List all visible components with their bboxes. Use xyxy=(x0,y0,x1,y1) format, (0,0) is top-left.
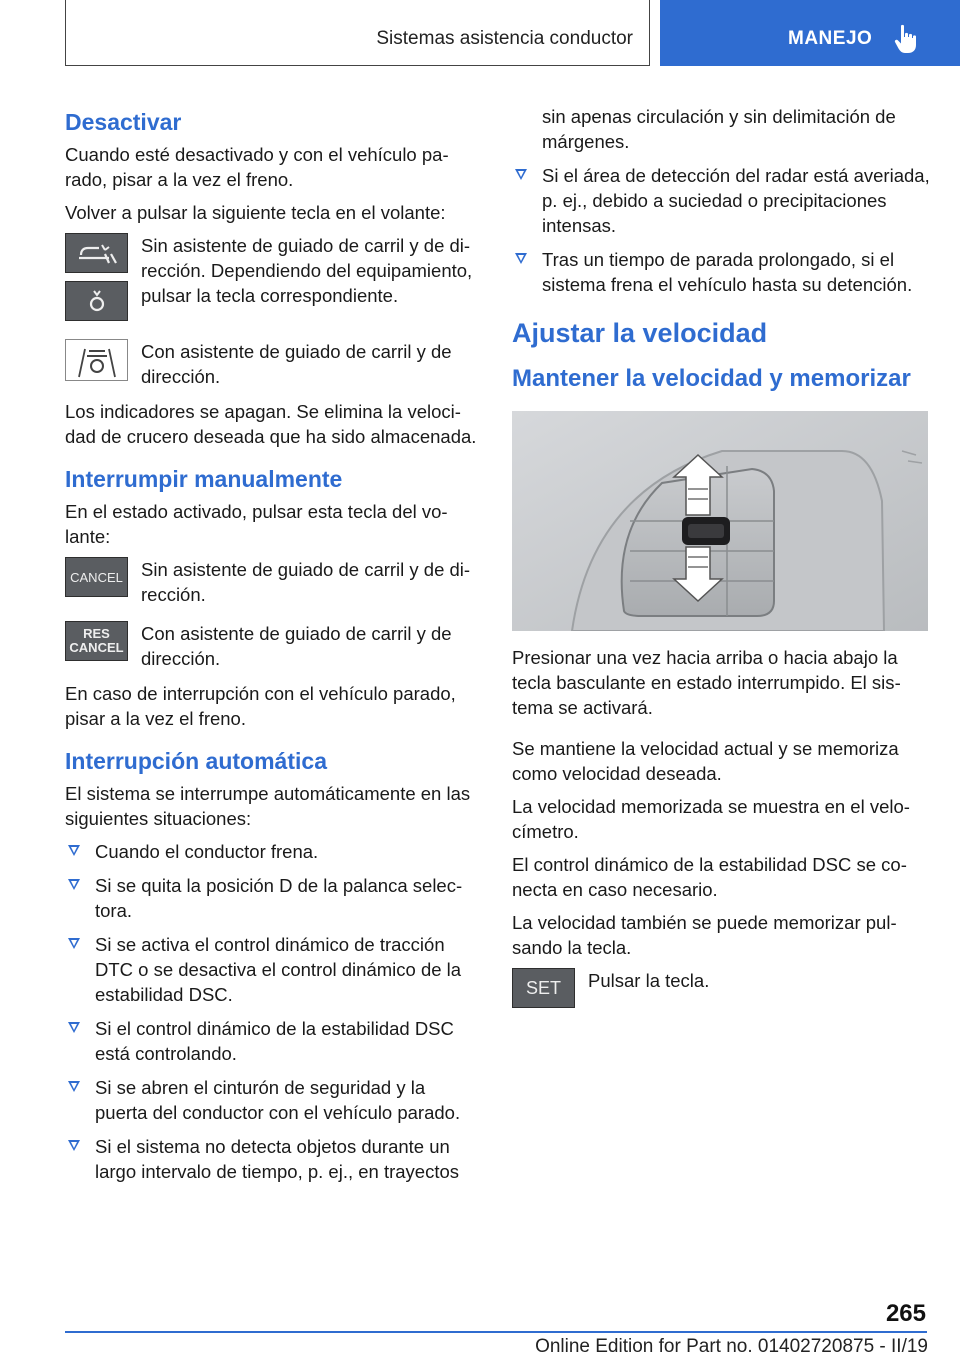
triangle-bullet-icon xyxy=(68,879,80,890)
cancel-label: CANCEL xyxy=(69,640,124,655)
key-description: Sin asistente de guiado de carril y de dirección. Dependiendo del equipamiento, pulsar la tecla correspondiente. xyxy=(141,235,473,306)
paragraph: El control dinámico de la estabilidad DSC se conecta en caso necesario. xyxy=(512,854,907,900)
triangle-bullet-icon xyxy=(68,938,80,949)
hand-pointer-icon xyxy=(894,24,920,54)
section-title: Sistemas asistencia conductor xyxy=(376,28,633,49)
list-item: Si el sistema no detecta objetos durante un largo intervalo de tiempo, p. ej., en trayectos xyxy=(65,1134,477,1184)
triangle-bullet-icon xyxy=(68,1081,80,1092)
list-item: Si el control dinámico de la estabilidad DSC está controlando. xyxy=(65,1016,477,1066)
key-description: Sin asistente de guiado de carril y de dirección. xyxy=(141,559,471,605)
page-number: 265 xyxy=(885,1300,926,1327)
heading-desactivar: Desactivar xyxy=(65,109,182,135)
section-header-box xyxy=(65,0,650,66)
heading-interrupcion-automatica: Interrupción automática xyxy=(65,748,327,774)
paragraph: Volver a pulsar la siguiente tecla en el volante: xyxy=(65,202,446,223)
key-instruction xyxy=(65,621,477,671)
heading-interrumpir: Interrumpir manualmente xyxy=(65,466,343,492)
list-item: Si el área de detección del radar está averiada, p. ej., debido a suciedad o precipitaciones intensas. xyxy=(512,163,930,238)
left-column xyxy=(65,100,477,1193)
key-instruction xyxy=(65,557,477,607)
paragraph: Los indicadores se apagan. Se elimina la velocidad de crucero deseada que ha sido almacenada. xyxy=(65,401,477,447)
res-cancel-key xyxy=(65,621,128,661)
steering-assist-key-icon xyxy=(65,281,128,321)
set-key: SET xyxy=(512,968,575,1008)
heading-mantener-velocidad: Mantener la velocidad y memorizar xyxy=(512,365,911,392)
driving-assistant-key-icon xyxy=(65,339,128,381)
list-item: Cuando el conductor frena. xyxy=(65,839,477,864)
key-instruction xyxy=(65,233,477,329)
paragraph: Presionar una vez hacia arriba o hacia abajo la tecla basculante en estado interrumpido. El sistema se activará. xyxy=(512,647,901,718)
cancel-key: CANCEL xyxy=(65,557,128,597)
list-item: Si se abren el cinturón de seguridad y la puerta del conductor con el vehículo parado. xyxy=(65,1075,477,1125)
key-description: Con asistente de guiado de carril y de dirección. xyxy=(141,623,452,669)
paragraph: El sistema se interrumpe automáticamente en las siguientes situaciones: xyxy=(65,783,471,829)
chapter-tab[interactable] xyxy=(660,0,960,66)
heading-ajustar-velocidad: Ajustar la velocidad xyxy=(512,318,768,348)
triangle-bullet-icon xyxy=(68,845,80,856)
triangle-bullet-icon xyxy=(68,1022,80,1033)
key-description: Con asistente de guiado de carril y de dirección. xyxy=(141,341,452,387)
edition-note: Online Edition for Part no. 01402720875 - II/19 xyxy=(535,1336,928,1357)
paragraph: La velocidad también se puede memorizar pulsando la tecla. xyxy=(512,912,897,958)
lane-assist-key-icon xyxy=(65,233,128,273)
list-item: Tras un tiempo de parada prolongado, si el sistema frena el vehículo hasta su detención. xyxy=(512,247,930,297)
paragraph: Se mantiene la velocidad actual y se memoriza como velocidad deseada. xyxy=(512,738,899,784)
right-column xyxy=(512,104,930,1026)
footer-divider xyxy=(65,1331,927,1333)
key-instruction xyxy=(65,339,477,389)
chapter-tab-label: MANEJO xyxy=(788,28,873,49)
triangle-bullet-icon xyxy=(68,1140,80,1151)
paragraph: Cuando esté desactivado y con el vehículo parado, pisar a la vez el freno. xyxy=(65,144,449,190)
paragraph: En caso de interrupción con el vehículo parado, pisar a la vez el freno. xyxy=(65,683,456,729)
page-header xyxy=(0,0,960,66)
list-item-continuation: sin apenas circulación y sin delimitación de márgenes. xyxy=(542,106,896,152)
situations-list xyxy=(65,839,477,1184)
paragraph: La velocidad memorizada se muestra en el velocímetro. xyxy=(512,796,910,842)
triangle-bullet-icon xyxy=(515,253,527,264)
list-item: Si se quita la posición D de la palanca selectora. xyxy=(65,873,477,923)
res-label: RES xyxy=(83,626,110,641)
paragraph: En el estado activado, pulsar esta tecla del volante: xyxy=(65,501,448,547)
list-item: Si se activa el control dinámico de tracción DTC o se desactiva el control dinámico de la estabilidad DSC. xyxy=(65,932,477,1007)
triangle-bullet-icon xyxy=(515,169,527,180)
steering-wheel-buttons-figure xyxy=(512,411,928,631)
key-description: Pulsar la tecla. xyxy=(588,970,710,991)
key-instruction xyxy=(512,968,930,1016)
situations-list-continued xyxy=(512,104,930,297)
